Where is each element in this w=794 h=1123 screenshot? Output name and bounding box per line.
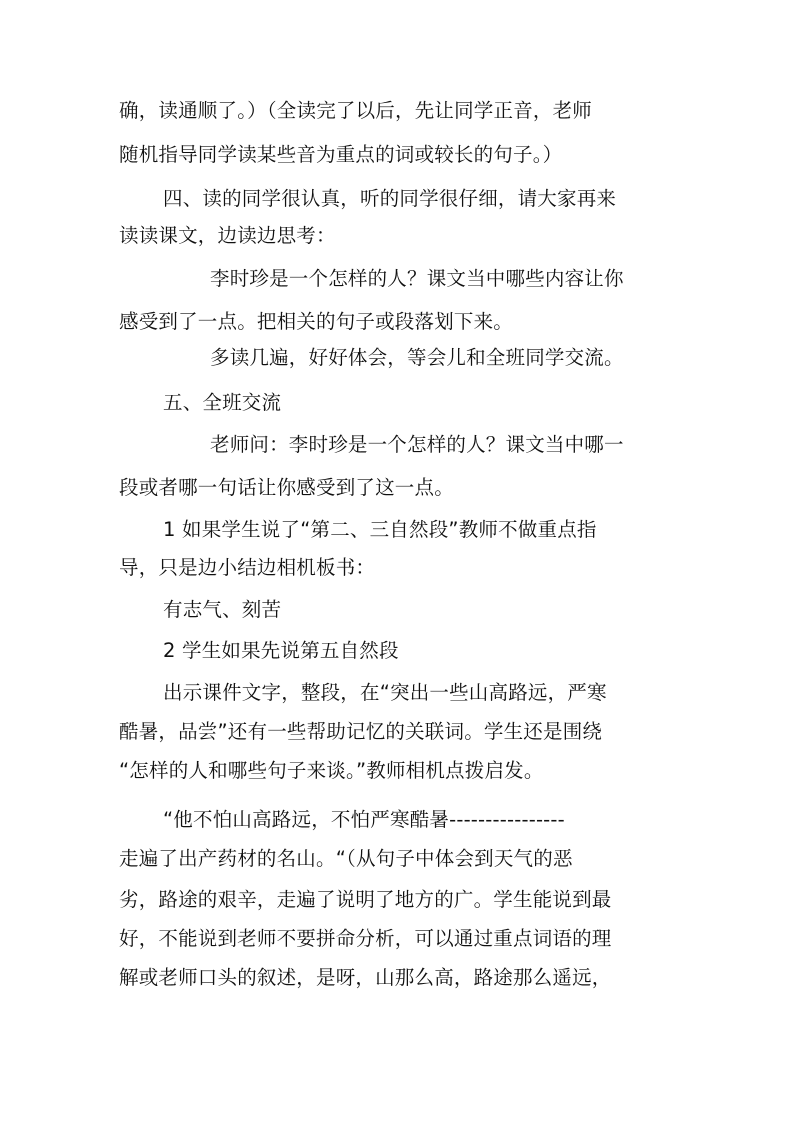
text-line-2: 随机指导同学读某些音为重点的词或较长的句子。） bbox=[119, 143, 563, 166]
text-line-3: 四、读的同学很认真，听的同学很仔细，请大家再来 bbox=[163, 187, 617, 210]
text-line-9: 老师问：李时珍是一个怎样的人？课文当中哪一 bbox=[210, 433, 624, 456]
text-line-14: 2 学生如果先说第五自然段 bbox=[163, 639, 399, 662]
text-line-5: 李时珍是一个怎样的人？课文当中哪些内容让你 bbox=[210, 267, 624, 290]
text-line-6: 感受到了一点。把相关的句子或段落划下来。 bbox=[119, 310, 514, 333]
text-line-7: 多读几遍，好好体会，等会儿和全班同学交流。 bbox=[210, 346, 624, 369]
text-line-21: 好，不能说到老师不要拼命分析，可以通过重点词语的理 bbox=[119, 927, 612, 950]
text-line-11: 1 如果学生说了“第二、三自然段”教师不做重点指 bbox=[163, 518, 597, 541]
text-line-4: 读读课文，边读边思考： bbox=[119, 224, 336, 247]
text-line-17: “怎样的人和哪些句子来谈。”教师相机点拨启发。 bbox=[119, 759, 544, 782]
text-line-18: “他不怕山高路远，不怕严寒酷暑---------------- bbox=[163, 808, 565, 831]
text-line-19: 走遍了出产药材的名山。“（从句子中体会到天气的恶 bbox=[119, 847, 573, 870]
text-line-16: 酷暑，品尝”还有一些帮助记忆的关联词。学生还是围绕 bbox=[119, 720, 603, 743]
text-line-13: 有志气、刻苦 bbox=[163, 598, 282, 621]
text-line-15: 出示课件文字，整段，在“突出一些山高路远，严寒 bbox=[163, 681, 607, 704]
text-line-8: 五、全班交流 bbox=[163, 391, 282, 414]
text-line-1: 确，读通顺了。）（全读完了以后，先让同学正音，老师 bbox=[119, 99, 593, 122]
text-line-20: 劣，路途的艰辛，走遍了说明了地方的广。学生能说到最 bbox=[119, 888, 612, 911]
text-line-10: 段或者哪一句话让你感受到了这一点。 bbox=[119, 476, 454, 499]
text-line-22: 解或老师口头的叙述，是呀，山那么高，路途那么遥远， bbox=[119, 966, 612, 989]
text-line-12: 导，只是边小结边相机板书： bbox=[119, 556, 376, 579]
